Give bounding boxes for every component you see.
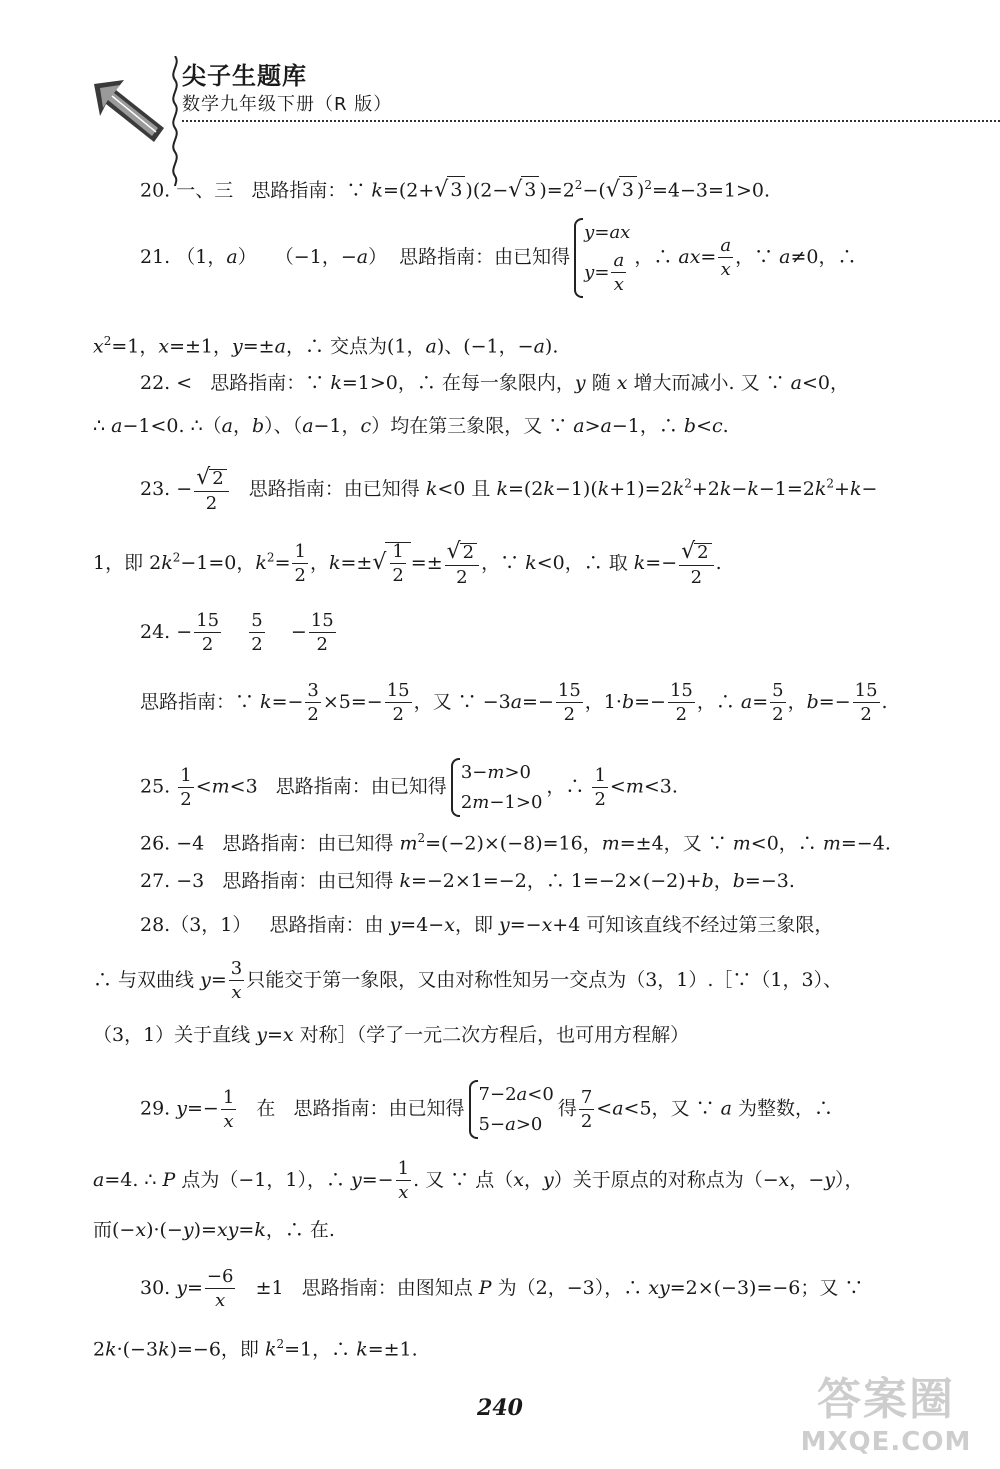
- answer-21-cont: $x^2=1$，x=±1，y=±a，∴ 交点为(1，a)、(−1，−a).: [93, 334, 559, 358]
- answer-29: 29. y=− $\frac{1}{x}$ 在 思路指南：由已知得 7−2a<0 5−a>0 得 $\frac{7}{2}$ <a<5，又 ∵ a 为整数，∴: [140, 1080, 833, 1139]
- answer-24-explain: 思路指南：∵ k=− $\frac{3}{2}$ ×5=− $\frac{15}{2}$ ，又 ∵ −3a=− $\frac{15}{2}$ ，1·b=− $\frac{15}{2}$ ，∴ a= $\frac{5}{2}$ ，b=− $\frac{15}{2}$ .: [140, 680, 888, 725]
- answer-22-cont: ∴ a−1<0. ∴（a，b）、（a−1，c）均在第三象限，又 ∵ a>a−1，∴ b<c.: [93, 415, 729, 437]
- answer-28: 28.（3，1） 思路指南：由 y=4−x，即 y=−x+4 可知该直线不经过第三象限，: [140, 914, 834, 936]
- answer-28-cont2: （3，1）关于直线 y=x 对称］（学了一元二次方程后，也可用方程解）: [93, 1024, 690, 1046]
- watermark-logo-text: 答案圈: [817, 1374, 955, 1425]
- book-subtitle: 数学九年级下册（R 版）: [182, 94, 393, 115]
- answer-24: 24. − $\frac{15}{2}$ $\frac{5}{2}$ − $\frac{15}{2}$: [140, 610, 334, 655]
- answer-25: 25. $\frac{1}{2}$ <m<3 思路指南：由已知得 3−m>0 2m−1>0 ，∴ $\frac{1}{2}$ <m<3.: [140, 758, 678, 817]
- site-watermark: [786, 1363, 986, 1457]
- answer-23: 23. − $\frac{√ 2}{2}$ 思路指南：由已知得 k<0 且 $k=(2k-1)(k+1)=2k^2+2k-k-1=2k^2+k-$: [140, 465, 878, 514]
- answer-30: 30. y= $\frac{-6}{x}$ ±1 思路指南：由图知点 P 为（2，−3），∴ xy=2×(−3)=−6；又 ∵: [140, 1266, 864, 1311]
- answer-23-cont: 1，即 $2k^2-1=0$，$k^2=$ $\frac{1}{2}$ ，k=±√ $\frac{1}{2}$ =± $\frac{√ 2}{2}$ ，∵ k<0，∴ 取 k=− $\frac{√ 2}{2}$ .: [93, 539, 722, 588]
- answer-29-cont2: 而(−x)·(−y)=xy=k，∴ 在.: [93, 1219, 335, 1241]
- watermark-url: MXQE.COM: [800, 1427, 972, 1457]
- answer-30-cont: 2k·(−3k)=−6，即 $k^2=1$，∴ k=±1.: [93, 1337, 418, 1361]
- book-title: 尖子生题库: [182, 62, 307, 90]
- answer-26: 26. −4 思路指南：由已知得 $m^2=(-2)\times(-8)=16$，m=±4，又 ∵ m<0，∴ m=−4.: [140, 831, 891, 855]
- answer-21: 21. （1，a） （−1，−a） 思路指南：由已知得 y=ax y= $\frac{a}{x}$ ，∴ ax= $\frac{a}{x}$ ，∵ a≠0，∴: [140, 218, 856, 298]
- answer-27: 27. −3 思路指南：由已知得 k=−2×1=−2，∴ 1=−2×(−2)+b，b=−3.: [140, 870, 795, 892]
- answer-22: 22. < 思路指南：∵ k=1>0，∴ 在每一象限内，y 随 x 增大而减小. 又 ∵ a<0，: [140, 372, 850, 394]
- answer-28-cont: ∴ 与双曲线 y= $\frac{3}{x}$ 只能交于第一象限，又由对称性知另一交点为（3，1）.［∵（1，3）、: [93, 958, 843, 1003]
- page-number: 240: [477, 1395, 523, 1421]
- answer-29-cont: a=4. ∴ P 点为（−1，1），∴ y=− $\frac{1}{x}$ . 又 ∵ 点（x，y）关于原点的对称点为（−x，−y），: [93, 1158, 864, 1203]
- answer-20: 20. 一、三 思路指南：∵ k=(2+√ 3 )(2−√ 3 )$=2^2-(√$ 3 )$^2$=4−3=1>0.: [140, 177, 771, 203]
